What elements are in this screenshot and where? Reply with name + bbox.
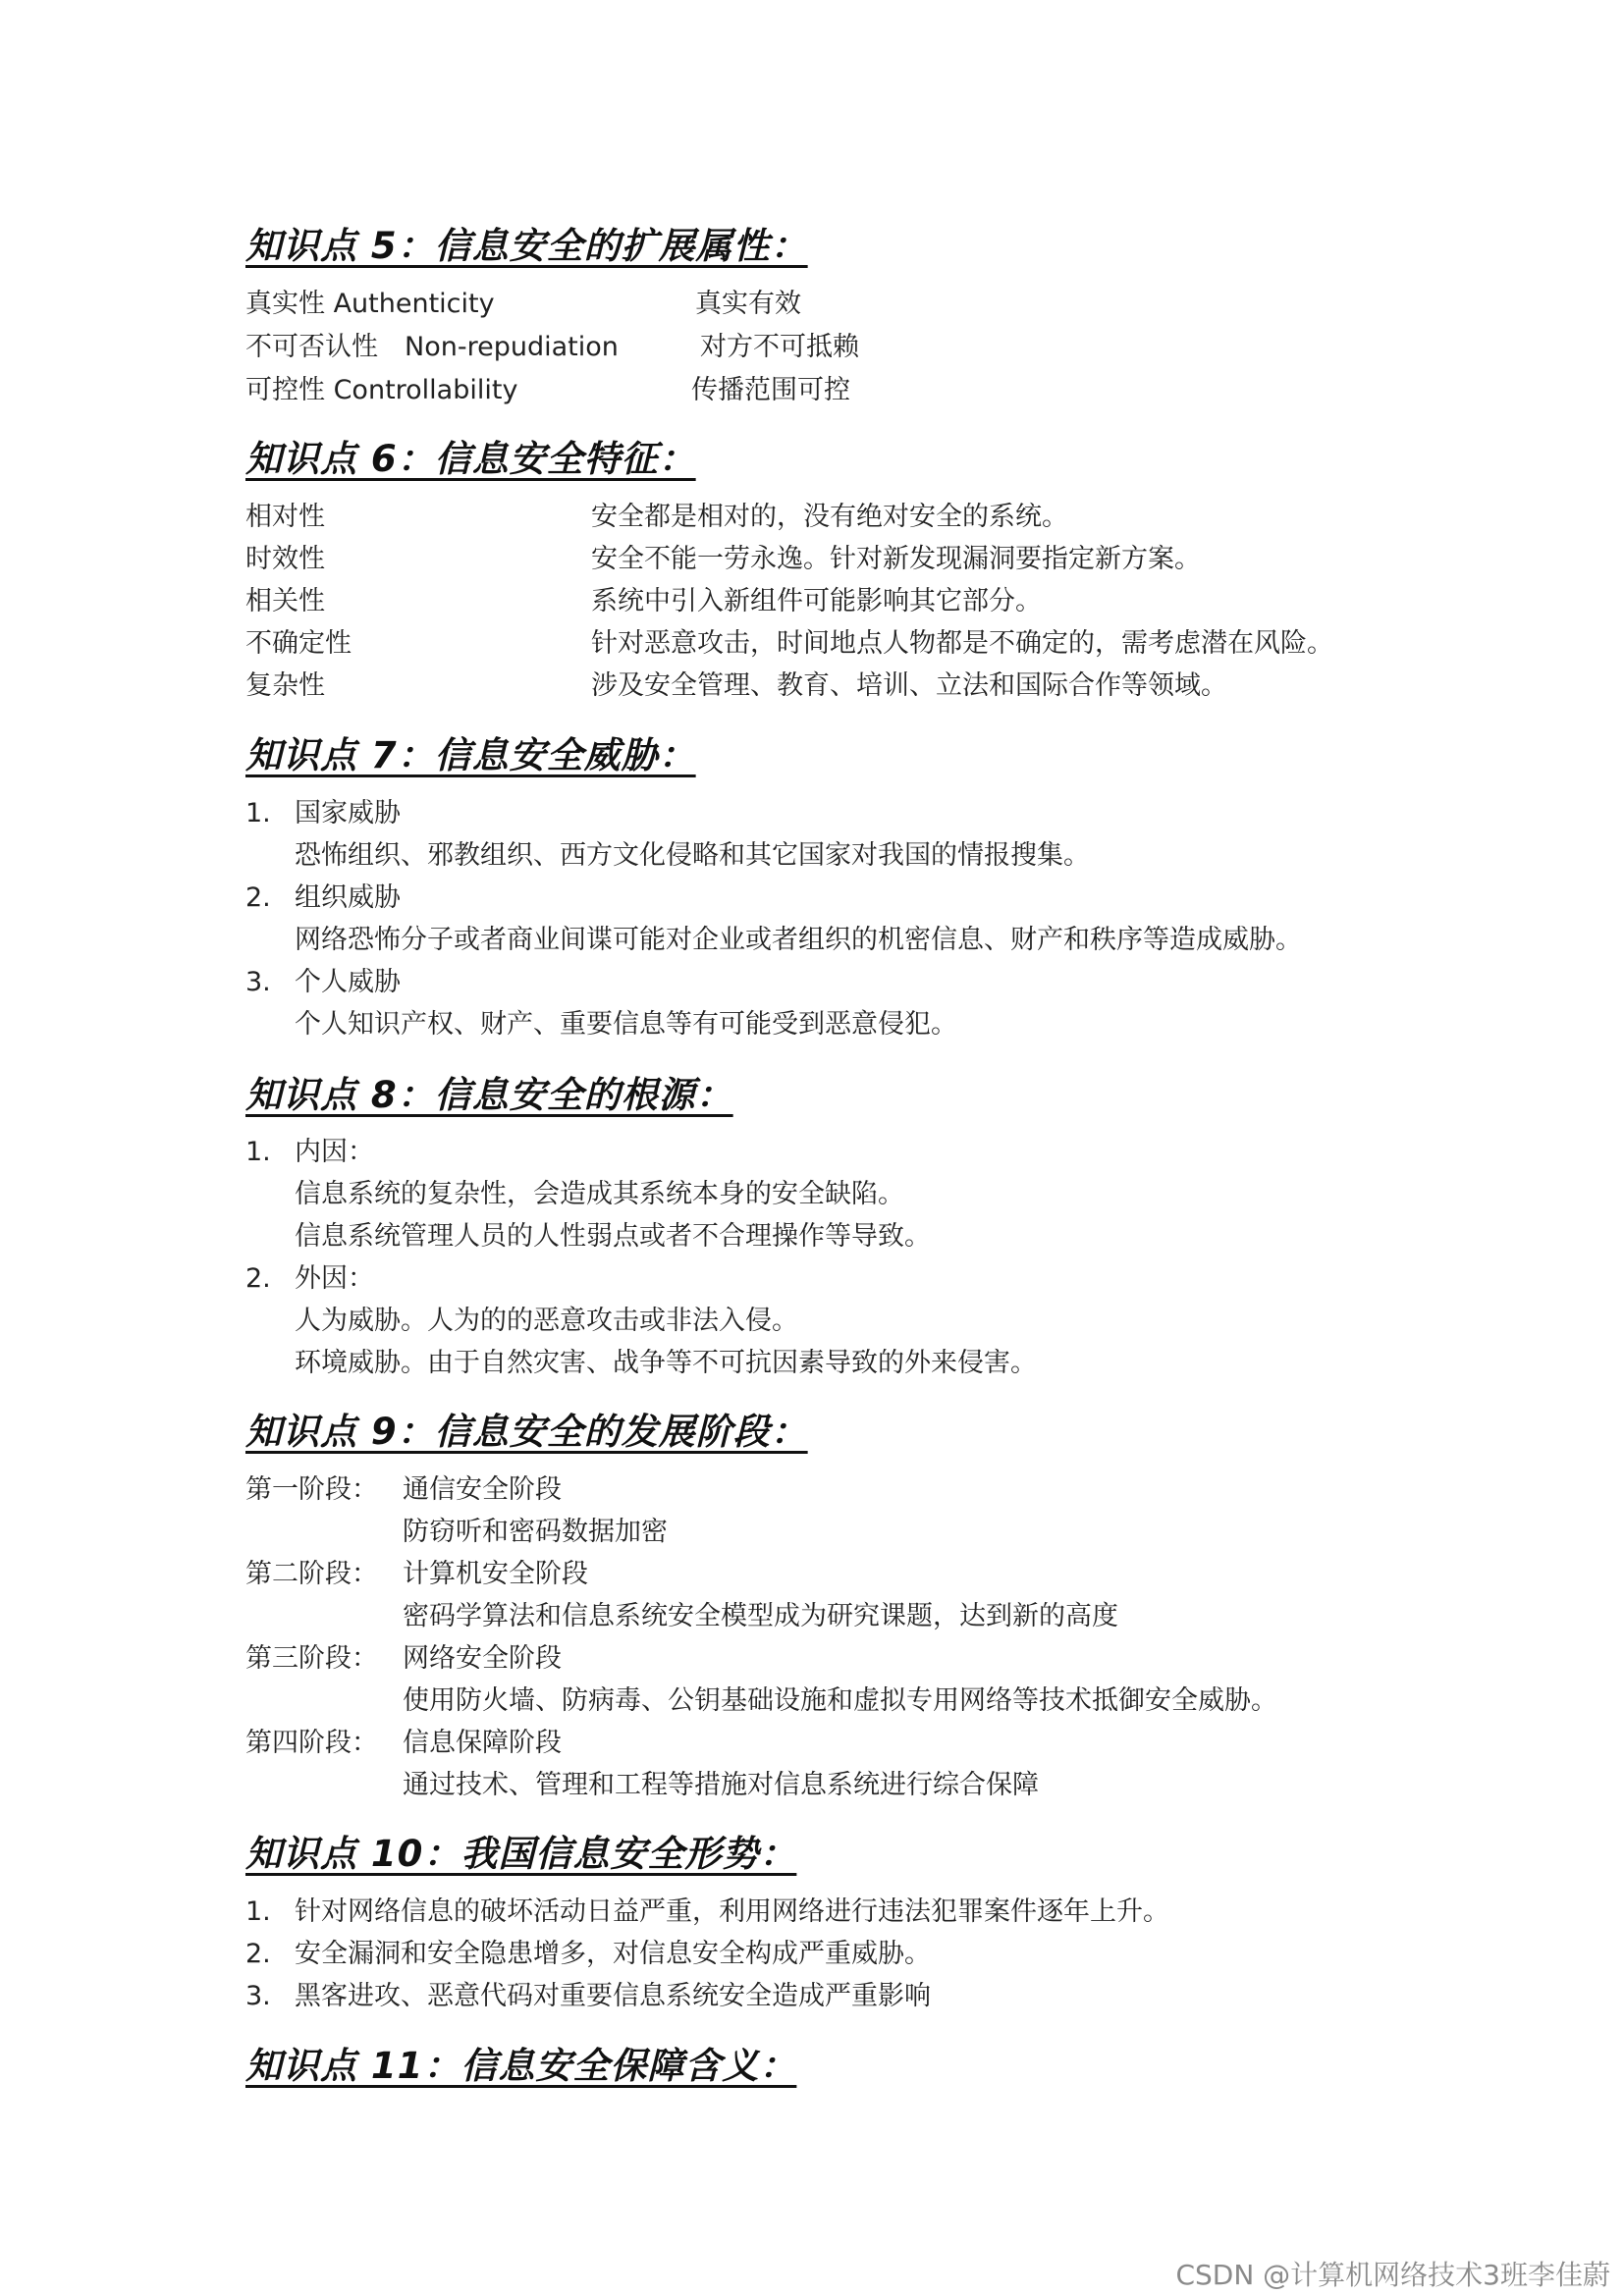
s9-title-3: 网络安全阶段 — [403, 1643, 562, 1674]
s7-title-2: 组织威胁 — [295, 882, 401, 913]
section-11-heading: 知识点 11：信息安全保障含义： — [245, 2045, 797, 2087]
s10-num-2: 2. — [245, 1939, 271, 1969]
s10-text-3: 黑客进攻、恶意代码对重要信息系统安全造成严重影响 — [295, 1981, 931, 2011]
s8-line-1b: 信息系统管理人员的人性弱点或者不合理操作等导致。 — [295, 1221, 931, 1252]
s7-num-3: 3. — [245, 967, 271, 997]
s9-title-1: 通信安全阶段 — [403, 1474, 562, 1505]
s6-term-4: 不确定性 — [245, 628, 352, 659]
s9-detail-1: 防窃听和密码数据加密 — [403, 1517, 668, 1547]
s5-desc-1: 真实有效 — [695, 289, 801, 319]
csdn-watermark: CSDN @计算机网络技术3班李佳蔚 — [1175, 2259, 1610, 2291]
s7-num-1: 1. — [245, 798, 271, 828]
s9-label-2: 第二阶段： — [245, 1559, 378, 1589]
s7-num-2: 2. — [245, 882, 271, 913]
s7-title-3: 个人威胁 — [295, 967, 401, 997]
s9-title-4: 信息保障阶段 — [403, 1728, 562, 1758]
s7-line-2: 网络恐怖分子或者商业间谍可能对企业或者组织的机密信息、财产和秩序等造成威胁。 — [295, 925, 1302, 955]
s7-line-3: 个人知识产权、财产、重要信息等有可能受到恶意侵犯。 — [295, 1009, 957, 1040]
s6-desc-2: 安全不能一劳永逸。针对新发现漏洞要指定新方案。 — [591, 544, 1201, 574]
s10-num-1: 1. — [245, 1896, 271, 1927]
s7-line-1: 恐怖组织、邪教组织、西方文化侵略和其它国家对我国的情报搜集。 — [295, 840, 1090, 871]
s9-title-2: 计算机安全阶段 — [403, 1559, 588, 1589]
s5-desc-2: 对方不可抵赖 — [700, 332, 859, 362]
s9-label-3: 第三阶段： — [245, 1643, 378, 1674]
s6-desc-1: 安全都是相对的，没有绝对安全的系统。 — [591, 502, 1068, 532]
s8-line-2b: 环境威胁。由于自然灾害、战争等不可抗因素导致的外来侵害。 — [295, 1348, 1037, 1378]
s10-num-3: 3. — [245, 1981, 271, 2011]
s9-detail-3: 使用防火墙、防病毒、公钥基础设施和虚拟专用网络等技术抵御安全威胁。 — [403, 1685, 1277, 1716]
s5-term-3: 可控性 Controllability — [245, 375, 518, 405]
s6-term-2: 时效性 — [245, 544, 325, 574]
s6-term-5: 复杂性 — [245, 670, 325, 701]
s5-term-2: 不可否认性 Non-repudiation — [245, 332, 619, 362]
s9-label-1: 第一阶段： — [245, 1474, 378, 1505]
section-9-heading: 知识点 9：信息安全的发展阶段： — [245, 1411, 808, 1453]
s5-desc-3: 传播范围可控 — [691, 375, 850, 405]
section-10-heading: 知识点 10：我国信息安全形势： — [245, 1833, 797, 1875]
section-7-heading: 知识点 7：信息安全威胁： — [245, 734, 696, 776]
s5-term-1: 真实性 Authenticity — [245, 289, 495, 319]
s9-detail-4: 通过技术、管理和工程等措施对信息系统进行综合保障 — [403, 1770, 1039, 1800]
section-8-heading: 知识点 8：信息安全的根源： — [245, 1074, 733, 1116]
s6-desc-5: 涉及安全管理、教育、培训、立法和国际合作等领域。 — [591, 670, 1227, 701]
s8-num-1: 1. — [245, 1137, 271, 1167]
s8-line-2a: 人为威胁。人为的的恶意攻击或非法入侵。 — [295, 1306, 798, 1336]
s10-text-1: 针对网络信息的破坏活动日益严重，利用网络进行违法犯罪案件逐年上升。 — [295, 1896, 1169, 1927]
s6-desc-3: 系统中引入新组件可能影响其它部分。 — [591, 586, 1042, 616]
s8-num-2: 2. — [245, 1263, 271, 1294]
section-5-heading: 知识点 5：信息安全的扩展属性： — [245, 225, 808, 267]
s9-label-4: 第四阶段： — [245, 1728, 378, 1758]
s8-line-1a: 信息系统的复杂性，会造成其系统本身的安全缺陷。 — [295, 1179, 904, 1209]
s6-term-1: 相对性 — [245, 502, 325, 532]
s9-detail-2: 密码学算法和信息系统安全模型成为研究课题，达到新的高度 — [403, 1601, 1118, 1631]
s10-text-2: 安全漏洞和安全隐患增多，对信息安全构成严重威胁。 — [295, 1939, 931, 1969]
section-6-heading: 知识点 6：信息安全特征： — [245, 438, 696, 480]
s6-desc-4: 针对恶意攻击，时间地点人物都是不确定的，需考虑潜在风险。 — [591, 628, 1333, 659]
s8-title-1: 内因： — [295, 1137, 374, 1167]
s7-title-1: 国家威胁 — [295, 798, 401, 828]
s8-title-2: 外因： — [295, 1263, 374, 1294]
s6-term-3: 相关性 — [245, 586, 325, 616]
